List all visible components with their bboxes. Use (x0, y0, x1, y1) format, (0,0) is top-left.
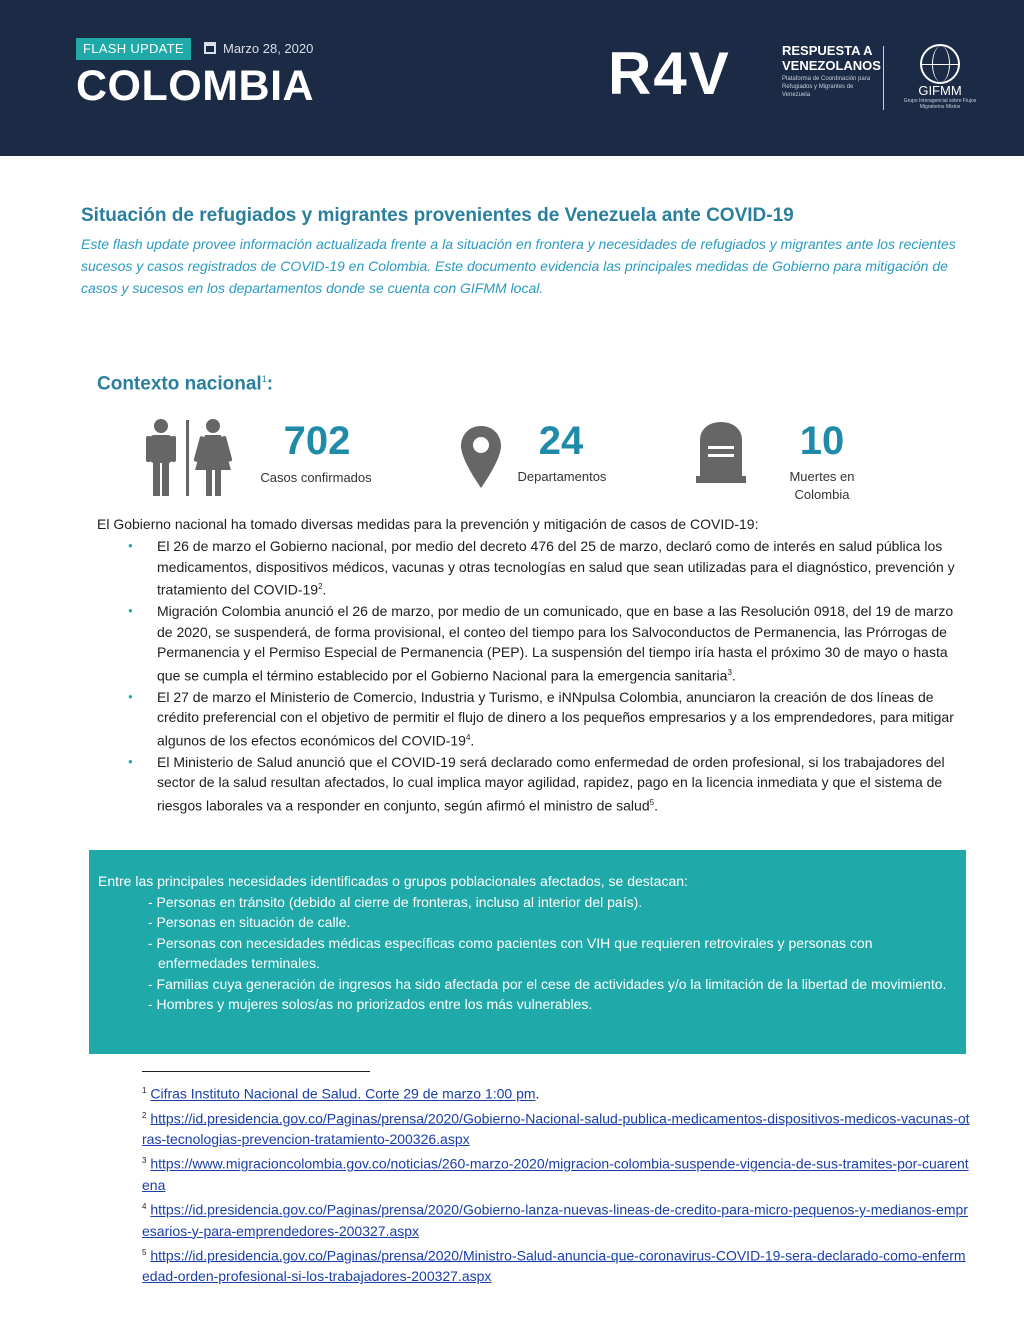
intro-text: Este flash update provee información actualizada frente a la situación en frontera y necesidades de refugiados y migrantes ante los recientes sucesos y casos registrados de COVID-19 en Colombia. Este documento evidencia las principales medidas de Gobierno para mitigación de casos y sucesos en los departamentos donde se cuenta con GIFMM local. (81, 236, 956, 296)
header-banner (0, 0, 1024, 156)
footnotes (142, 1080, 972, 1287)
gifmm-logo (900, 44, 980, 110)
footnote-number: 2 (142, 1110, 147, 1120)
footnote-1 (142, 1080, 972, 1105)
needs-item: - Familias cuya generación de ingresos ha sido afectada por el cese de actividades y/o la limitación de la libertad de movimiento. (148, 975, 947, 992)
measure-end: . (731, 667, 736, 684)
needs-item: - Personas con necesidades médicas específicas como pacientes con VIH que requieren retrovirales y personas con enfermedades terminales. (148, 934, 873, 971)
measure-end: . (322, 581, 327, 598)
date-text: Marzo 28, 2020 (223, 41, 314, 56)
logo-small-text: Plataforma de Coordinación para Refugiados y Migrantes de Venezuela (782, 76, 871, 98)
measure-text: El 26 de marzo el Gobierno nacional, por medio del decreto 476 del 25 de marzo, declaró como de interés en salud pública los medicamentos, dispositivos médicos, vacunas y otras tecnologías en salud que sean utilizadas para el diagnóstico, prevención y tratamiento del COVID-19 (157, 538, 955, 598)
footnote-2 (142, 1105, 972, 1151)
footnote-5 (142, 1242, 972, 1288)
context-title-text: Contexto nacional (97, 373, 262, 395)
footnote-ref[interactable]: 3 (727, 667, 732, 677)
list-item (128, 687, 956, 751)
measure-end: . (654, 797, 658, 814)
confirmed-cases-value: 702 (283, 419, 351, 463)
footnote-number: 1 (142, 1086, 147, 1095)
country-title: COLOMBIA (76, 62, 315, 110)
r4v-logo-text (782, 43, 881, 99)
measure-text: Migración Colombia anunció el 26 de marzo, por medio de un comunicado, que en base a las Resolución 0918, del 19 de marzo de 2020, se suspenderá, de forma provisional, el conteo del tiempo para los Salvoconductos de Permanencia, las Prórrogas de Permanencia y el Permiso Especial de Permanencia (PEP). La suspensión del tiempo iría hasta el próximo 30 de mayo o hasta que se cumpla el término establecido por el Gobierno Nacional para la emergencia sanitaria (157, 603, 954, 684)
deaths-label: Muertes en Colombia (789, 469, 855, 502)
needs-item: - Personas en situación de calle. (148, 914, 351, 930)
logo-divider (883, 46, 884, 110)
footnote-ref[interactable]: 4 (465, 732, 471, 742)
measure-text: El 27 de marzo el Ministerio de Comercio, Industria y Turismo, e iNNpulsa Colombia, anunciaron la creación de dos líneas de crédito preferencial con el objetivo de permitir el flujo de dinero a los pequeños empresarios y a los emprendedores, para mitigar algunos de los efectos económicos del COVID-19 (157, 688, 954, 749)
departments-label: Departamentos (517, 469, 607, 484)
measure-text: El Ministerio de Salud anunció que el COVID-19 será declarado como enfermedad de orden profesional, si los trabajadores del sector de la salud resultan afectados, lo cual implica mayor agilidad, rapidez, pago en la licencia inmediata y que el sistema de riesgos laborales va a responder en conjunto, según afirmó el ministro de salud (157, 753, 945, 814)
footnote-number: 3 (142, 1156, 147, 1166)
needs-intro: Entre las principales necesidades identificadas o grupos poblacionales afectados, se destacan: (98, 873, 688, 889)
footnote-number: 5 (142, 1247, 147, 1257)
footnote-divider (142, 1071, 370, 1072)
r4v-logo: R4V (608, 40, 731, 107)
needs-item: - Hombres y mujeres solos/as no priorizados entre los más vulnerables. (148, 996, 593, 1012)
logo-line-2: VENEZOLANOS (782, 58, 881, 73)
needs-box (89, 850, 966, 1054)
footnote-4 (142, 1196, 972, 1242)
confirmed-cases-label: Casos confirmados (260, 470, 372, 485)
list-item (128, 752, 956, 816)
footnote-after: . (535, 1085, 540, 1102)
footnote-ref[interactable]: 2 (318, 582, 323, 591)
deaths-value: 10 (799, 419, 845, 463)
measures-lead: El Gobierno nacional ha tomado diversas medidas para la prevención y mitigación de casos de COVID-19: (97, 516, 759, 532)
measures-list (128, 536, 956, 817)
globe-icon (920, 44, 960, 84)
footnote-link[interactable]: https://id.presidencia.gov.co/Paginas/prensa/2020/Ministro-Salud-anuncia-que-coronavirus-COVID-19-sera-declarado-como-enfermedad-orden-profesional-si-los-trabajadores-200327.aspx (142, 1247, 966, 1285)
document-title: Situación de refugiados y migrantes provenientes de Venezuela ante COVID-19 (81, 205, 794, 226)
context-title-colon: : (266, 373, 274, 395)
flash-update-badge: FLASH UPDATE (76, 38, 191, 60)
gifmm-name: GIFMM (918, 83, 962, 98)
list-item (128, 601, 956, 686)
needs-item: - Personas en tránsito (debido al cierre de fronteras, incluso al interior del país). (148, 893, 643, 910)
people-icon (143, 418, 233, 498)
list-item (128, 536, 956, 600)
logo-line-1: RESPUESTA A (782, 43, 873, 58)
departments-value: 24 (538, 419, 584, 463)
calendar-icon (204, 42, 216, 54)
footnote-3 (142, 1150, 972, 1196)
footnote-ref[interactable]: 5 (649, 797, 655, 807)
footnote-number: 4 (142, 1201, 147, 1211)
footnote-link[interactable]: https://id.presidencia.gov.co/Paginas/prensa/2020/Gobierno-Nacional-salud-publica-medicamentos-dispositivos-medicos-vacunas-otras-tecnologias-prevencion-tratamiento-200326.aspx (142, 1110, 970, 1148)
footnote-link[interactable]: https://id.presidencia.gov.co/Paginas/prensa/2020/Gobierno-lanza-nuevas-lineas-de-credito-para-micro-pequenos-y-medianos-empresarios-y-para-emprendedores-200327.aspx (142, 1201, 968, 1239)
report-date (204, 40, 313, 58)
footnote-link[interactable]: Cifras Instituto Nacional de Salud. Corte 29 de marzo 1:00 pm (150, 1085, 536, 1102)
measure-end: . (470, 732, 475, 749)
context-section-title (97, 367, 273, 396)
footnote-ref[interactable]: 1 (261, 374, 267, 384)
gifmm-subtitle: Grupo Interagencial sobre Flujos Migratorios Mixtos (903, 98, 977, 110)
tombstone-icon (694, 420, 748, 484)
footnote-link[interactable]: https://www.migracioncolombia.gov.co/noticias/260-marzo-2020/migracion-colombia-suspende-vigencia-de-sus-tramites-por-cuarentena (142, 1155, 969, 1193)
